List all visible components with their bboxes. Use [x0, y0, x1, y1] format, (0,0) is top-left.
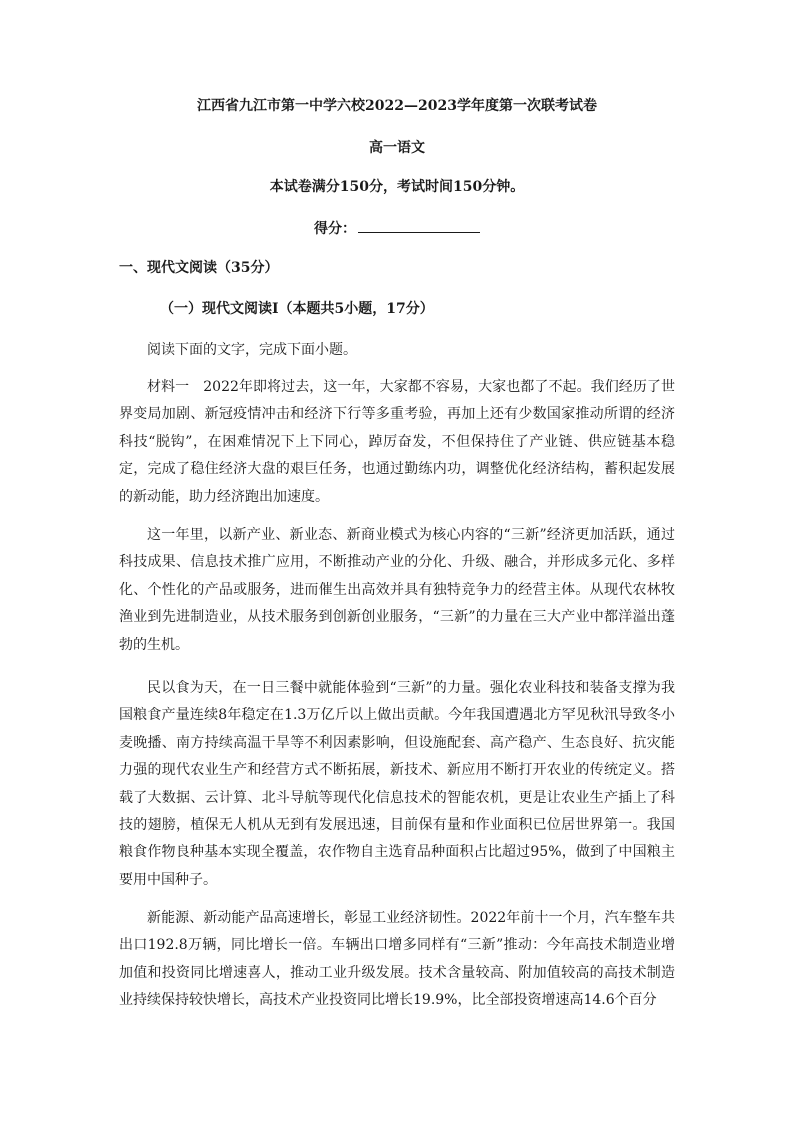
reading-instruction: 阅读下面的文字，完成下面小题。	[147, 342, 357, 358]
exam-info: 本试卷满分150分，考试时间150分钟。	[269, 179, 525, 195]
exam-title: 江西省九江市第一中学六校2022—2023学年度第一次联考试卷	[197, 98, 597, 114]
paragraph-san-xin-economy: 这一年里，以新产业、新业态、新商业模式为核心内容的“三新”经济更加活跃，通过科技成果、信息技术推广应用，不断推动产业的分化、升级、融合，并形成多元化、多样化、个性化的产品或服务，进而催生出高效并具有独特竞争力的经营主体。从现代农林牧渔业到先进制造业，从技术服务到创新创业服务，“三新”的力量在三大产业中都洋溢出蓬勃的生机。	[119, 527, 675, 653]
exam-subject: 高一语文	[369, 140, 425, 156]
score-label: 得分：	[314, 221, 356, 237]
section-subheading: （一）现代文阅读Ⅰ（本题共5小题，17分）	[160, 301, 434, 317]
paragraph-material-one: 材料一 2022年即将过去，这一年，大家都不容易，大家也都了不起。我们经历了世界变局加剧、新冠疫情冲击和经济下行等多重考验，再加上还有少数国家推动所谓的经济科技“脱钩”，在困难情况下上下同心，踔厉奋发，不但保持住了产业链、供应链基本稳定，完成了稳住经济大盘的艰巨任务，也通过勤练内功，调整优化经济结构，蓄积起发展的新动能，助力经济跑出加速度。	[119, 379, 675, 505]
paragraph-industry: 新能源、新动能产品高速增长，彰显工业经济韧性。2022年前十一个月，汽车整车共出口192.8万辆，同比增长一倍。车辆出口增多同样有“三新”推动：今年高技术制造业增加值和投资同比增速喜人，推动工业升级发展。技术含量较高、附加值较高的高技术制造业持续保持较快增长，高技术产业投资同比增长19.9%，比全部投资增速高14.6个百分	[119, 910, 675, 1009]
score-field	[0, 218, 794, 239]
paragraph-agriculture: 民以食为天，在一日三餐中就能体验到“三新”的力量。强化农业科技和装备支撑为我国粮食产量连续8年稳定在1.3万亿斤以上做出贡献。今年我国遭遇北方罕见秋汛导致冬小麦晚播、南方持续高温干旱等不利因素影响，但设施配套、高产稳产、生态良好、抗灾能力强的现代农业生产和经营方式不断拓展，新技术、新应用不断打开农业的传统定义。搭载了大数据、云计算、北斗导航等现代化信息技术的智能农机，更是让农业生产插上了科技的翅膀，植保无人机从无到有发展迅速，目前保有量和作业面积已位居世界第一。我国粮食作物良种基本实现全覆盖，农作物自主选育品种面积占比超过95%，做到了中国粮主要用中国种子。	[119, 680, 675, 888]
section-heading: 一、现代文阅读（35分）	[119, 260, 279, 276]
score-blank	[358, 218, 480, 233]
